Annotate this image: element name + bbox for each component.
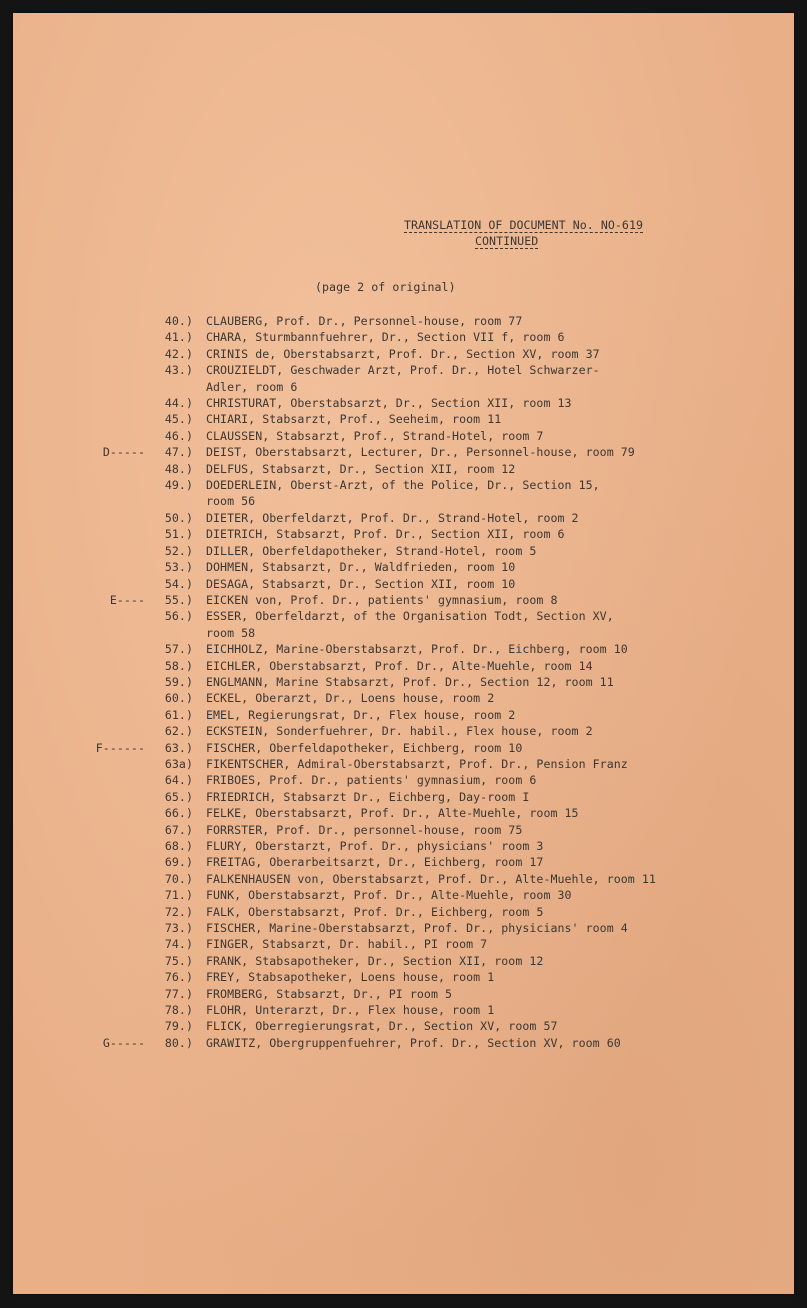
entry-line: DEIST, Oberstabsarzt, Lecturer, Dr., Personnel-house, room 79: [206, 445, 635, 460]
entry-line: DOEDERLEIN, Oberst-Arzt, of the Police, Dr., Section 15,: [206, 478, 600, 493]
letter-marker: [83, 658, 145, 674]
list-item: [83, 805, 783, 821]
entry-number: 46.): [164, 428, 193, 443]
entry-text: [206, 362, 600, 395]
entry-number: 55.): [164, 592, 193, 607]
spacer: [193, 526, 206, 542]
entry-line: DOHMEN, Stabsarzt, Dr., Waldfrieden, room 10: [206, 560, 516, 575]
spacer: [193, 854, 206, 870]
entry-text: [206, 346, 600, 362]
letter-marker: [83, 526, 145, 542]
letter-marker: [83, 887, 145, 903]
entry-line: FLOHR, Unterarzt, Dr., Flex house, room 1: [206, 1003, 495, 1018]
list-item: [83, 592, 783, 608]
entry-text: [206, 1035, 621, 1051]
spacer: [193, 362, 206, 395]
letter-marker: [83, 854, 145, 870]
spacer: [193, 313, 206, 329]
list-item: [83, 346, 783, 362]
list-item: [83, 1002, 783, 1018]
letter-marker: [83, 510, 145, 526]
entry-number: 51.): [164, 527, 193, 542]
entry-text: [206, 444, 635, 460]
entry-text: [206, 740, 522, 756]
entry-text: [206, 543, 536, 559]
entry-text: [206, 674, 614, 690]
letter-marker: [83, 936, 145, 952]
heading-title: TRANSLATION OF DOCUMENT No. NO-619: [404, 218, 644, 232]
entry-number: 43.): [164, 363, 193, 378]
entry-text: [206, 936, 487, 952]
entry-line: CRINIS de, Oberstabsarzt, Prof. Dr., Section XV, room 37: [206, 346, 600, 361]
entry-number: 47.): [164, 445, 193, 460]
entry-line: ECKEL, Oberarzt, Dr., Loens house, room 2: [206, 691, 495, 706]
letter-marker: D-----: [102, 445, 145, 460]
list-item: [83, 969, 783, 985]
document-heading: [404, 217, 704, 249]
list-item: [83, 1018, 783, 1034]
entry-line: ESSER, Oberfeldarzt, of the Organisation Todt, Section XV,: [206, 609, 614, 624]
entry-number: 80.): [164, 1035, 193, 1050]
list-item: [83, 313, 783, 329]
entry-number: 45.): [164, 412, 193, 427]
list-item: [83, 526, 783, 542]
list-item: [83, 871, 783, 887]
spacer: [193, 329, 206, 345]
entry-line: FRANK, Stabsapotheker, Dr., Section XII, room 12: [206, 953, 544, 968]
spacer: [193, 444, 206, 460]
entry-text: [206, 822, 522, 838]
letter-marker: [83, 411, 145, 427]
entry-text: [206, 576, 515, 592]
entry-number: 78.): [164, 1003, 193, 1018]
entry-text: [206, 887, 572, 903]
entry-number: 75.): [164, 953, 193, 968]
list-item: [83, 772, 783, 788]
entry-number: 64.): [164, 773, 193, 788]
entry-line: FLICK, Oberregierungsrat, Dr., Section XV, room 57: [206, 1019, 558, 1034]
entry-text: [206, 329, 565, 345]
list-item: [83, 838, 783, 854]
entry-number: 73.): [164, 921, 193, 936]
spacer: [193, 969, 206, 985]
list-item: [83, 707, 783, 723]
entry-text: [206, 772, 536, 788]
letter-marker: [83, 428, 145, 444]
list-item: [83, 723, 783, 739]
entry-number: 69.): [164, 855, 193, 870]
entry-number: 76.): [164, 970, 193, 985]
entry-line: GRAWITZ, Obergruppenfuehrer, Prof. Dr., Section XV, room 60: [206, 1035, 621, 1050]
spacer: [193, 608, 206, 641]
list-item: [83, 822, 783, 838]
entry-text: [206, 395, 572, 411]
letter-marker: [83, 707, 145, 723]
entry-text: [206, 723, 593, 739]
page-note: (page 2 of original): [315, 280, 456, 294]
list-item: [83, 674, 783, 690]
entry-text: [206, 1002, 494, 1018]
entry-line: CLAUBERG, Prof. Dr., Personnel-house, room 77: [206, 314, 523, 328]
entry-line: FELKE, Oberstabsarzt, Prof. Dr., Alte-Muehle, room 15: [206, 806, 579, 821]
entry-line: CHRISTURAT, Oberstabsarzt, Dr., Section XII, room 13: [206, 396, 572, 411]
entry-number: 72.): [164, 904, 193, 919]
list-item: [83, 986, 783, 1002]
letter-marker: [83, 576, 145, 592]
spacer: [193, 543, 206, 559]
spacer: [193, 411, 206, 427]
letter-marker: [83, 920, 145, 936]
spacer: [193, 690, 206, 706]
entry-text: [206, 658, 593, 674]
letter-marker: [83, 953, 145, 969]
list-item: [83, 461, 783, 477]
entry-line: Adler, room 6: [206, 379, 298, 394]
letter-marker: [83, 904, 145, 920]
letter-marker: [83, 690, 145, 706]
entry-line: FRIBOES, Prof. Dr., patients' gymnasium, room 6: [206, 773, 537, 788]
entry-line: EICHLER, Oberstabsarzt, Prof. Dr., Alte-Muehle, room 14: [206, 658, 593, 673]
letter-marker: [83, 329, 145, 345]
entry-line: FORRSTER, Prof. Dr., personnel-house, room 75: [206, 822, 523, 837]
entry-text: [206, 477, 600, 510]
list-item: [83, 1035, 783, 1051]
spacer: [193, 822, 206, 838]
entry-text: [206, 805, 579, 821]
spacer: [193, 805, 206, 821]
entry-number: 40.): [164, 314, 193, 328]
entry-text: [206, 789, 529, 805]
entry-line: FUNK, Oberstabsarzt, Prof. Dr., Alte-Muehle, room 30: [206, 888, 572, 903]
entry-text: [206, 641, 628, 657]
entry-number: 66.): [164, 806, 193, 821]
entry-line: EICHHOLZ, Marine-Oberstabsarzt, Prof. Dr., Eichberg, room 10: [206, 642, 628, 657]
spacer: [193, 674, 206, 690]
entry-number: 52.): [164, 543, 193, 558]
entry-number: 63.): [164, 740, 193, 755]
spacer: [193, 986, 206, 1002]
letter-marker: [83, 723, 145, 739]
list-item: [83, 953, 783, 969]
list-item: [83, 428, 783, 444]
spacer: [193, 658, 206, 674]
list-item: [83, 395, 783, 411]
entry-text: [206, 871, 656, 887]
spacer: [193, 838, 206, 854]
entry-number: 67.): [164, 822, 193, 837]
entry-line: FISCHER, Oberfeldapotheker, Eichberg, room 10: [206, 740, 523, 755]
spacer: [193, 641, 206, 657]
entry-number: 77.): [164, 986, 193, 1001]
list-item: [83, 641, 783, 657]
letter-marker: [83, 871, 145, 887]
letter-marker: [83, 822, 145, 838]
entry-line: FREITAG, Oberarbeitsarzt, Dr., Eichberg, room 17: [206, 855, 544, 870]
list-item: [83, 756, 783, 772]
list-item: [83, 444, 783, 460]
list-item: [83, 854, 783, 870]
entry-text: [206, 920, 628, 936]
spacer: [193, 346, 206, 362]
entry-line: EMEL, Regierungsrat, Dr., Flex house, room 2: [206, 707, 516, 722]
letter-marker: [83, 772, 145, 788]
entry-number: 50.): [164, 510, 193, 525]
spacer: [193, 740, 206, 756]
letter-marker: [83, 674, 145, 690]
list-item: [83, 362, 783, 395]
entry-number: 41.): [164, 330, 193, 345]
entry-line: FRIEDRICH, Stabsarzt Dr., Eichberg, Day-room I: [206, 789, 530, 804]
entry-line: ECKSTEIN, Sonderfuehrer, Dr. habil., Flex house, room 2: [206, 724, 593, 739]
entry-number: 68.): [164, 839, 193, 853]
spacer: [193, 871, 206, 887]
entry-line: room 56: [206, 494, 256, 509]
spacer: [193, 772, 206, 788]
list-item: [83, 329, 783, 345]
entry-line: DILLER, Oberfeldapotheker, Strand-Hotel, room 5: [206, 543, 537, 558]
entry-number: 56.): [164, 609, 193, 624]
heading-line-2: [475, 234, 704, 249]
entry-number: 48.): [164, 461, 193, 476]
entry-text: [206, 690, 494, 706]
letter-marker: [83, 969, 145, 985]
list-item: [83, 740, 783, 756]
entry-number: 44.): [164, 396, 193, 411]
entry-line: FREY, Stabsapotheker, Loens house, room 1: [206, 970, 495, 985]
entry-text: [206, 953, 543, 969]
entry-number: 59.): [164, 674, 193, 689]
spacer: [193, 576, 206, 592]
spacer: [193, 428, 206, 444]
letter-marker: [83, 805, 145, 821]
entry-text: [206, 510, 579, 526]
entry-line: CROUZIELDT, Geschwader Arzt, Prof. Dr., Hotel Schwarzer-: [206, 363, 600, 378]
spacer: [193, 936, 206, 952]
spacer: [193, 707, 206, 723]
spacer: [193, 1018, 206, 1034]
letter-marker: [83, 789, 145, 805]
spacer: [193, 1002, 206, 1018]
spacer: [193, 904, 206, 920]
entry-text: [206, 313, 522, 329]
letter-marker: [83, 362, 145, 395]
entry-line: DIETRICH, Stabsarzt, Prof. Dr., Section XII, room 6: [206, 527, 565, 542]
spacer: [193, 510, 206, 526]
entry-list: [83, 313, 783, 1051]
letter-marker: [83, 986, 145, 1002]
entry-number: 74.): [164, 937, 193, 952]
heading-line-1: [404, 217, 704, 234]
entry-line: CLAUSSEN, Stabsarzt, Prof., Strand-Hotel, room 7: [206, 428, 544, 443]
list-item: [83, 920, 783, 936]
entry-text: [206, 461, 515, 477]
list-item: [83, 904, 783, 920]
entry-line: FALK, Oberstabsarzt, Prof. Dr., Eichberg, room 5: [206, 904, 544, 919]
spacer: [193, 461, 206, 477]
letter-marker: E----: [109, 592, 145, 607]
entry-line: EICKEN von, Prof. Dr., patients' gymnasium, room 8: [206, 592, 558, 607]
entry-number: 62.): [164, 724, 193, 739]
letter-marker: [83, 543, 145, 559]
letter-marker: [83, 313, 145, 329]
list-item: [83, 576, 783, 592]
list-item: [83, 887, 783, 903]
letter-marker: [83, 756, 145, 772]
entry-text: [206, 986, 452, 1002]
letter-marker: [83, 395, 145, 411]
letter-marker: [83, 477, 145, 510]
spacer: [193, 953, 206, 969]
entry-line: room 58: [206, 625, 256, 640]
list-item: [83, 690, 783, 706]
entry-line: FISCHER, Marine-Oberstabsarzt, Prof. Dr., physicians' room 4: [206, 921, 628, 936]
letter-marker: [83, 838, 145, 854]
entry-text: [206, 592, 558, 608]
letter-marker: G-----: [102, 1035, 145, 1050]
entry-number: 58.): [164, 658, 193, 673]
entry-text: [206, 428, 543, 444]
entry-line: FROMBERG, Stabsarzt, Dr., PI room 5: [206, 986, 453, 1001]
entry-text: [206, 559, 515, 575]
list-item: [83, 411, 783, 427]
entry-number: 71.): [164, 888, 193, 903]
entry-number: 53.): [164, 560, 193, 575]
entry-number: 65.): [164, 789, 193, 804]
entry-number: 79.): [164, 1019, 193, 1034]
spacer: [193, 887, 206, 903]
entry-text: [206, 411, 501, 427]
entry-text: [206, 707, 515, 723]
list-item: [83, 658, 783, 674]
spacer: [193, 592, 206, 608]
spacer: [193, 395, 206, 411]
letter-marker: [83, 461, 145, 477]
entry-number: 63a): [164, 756, 193, 771]
letter-marker: [83, 641, 145, 657]
entry-line: FALKENHAUSEN von, Oberstabsarzt, Prof. Dr., Alte-Muehle, room 11: [206, 871, 656, 886]
spacer: [193, 756, 206, 772]
spacer: [193, 1035, 206, 1051]
entry-text: [206, 608, 614, 641]
entry-number: 49.): [164, 478, 193, 493]
list-item: [83, 608, 783, 641]
list-item: [83, 559, 783, 575]
spacer: [193, 789, 206, 805]
entry-line: ENGLMANN, Marine Stabsarzt, Prof. Dr., Section 12, room 11: [206, 674, 614, 689]
entry-line: DESAGA, Stabsarzt, Dr., Section XII, room 10: [206, 576, 516, 591]
list-item: [83, 936, 783, 952]
spacer: [193, 559, 206, 575]
entry-line: DIETER, Oberfeldarzt, Prof. Dr., Strand-Hotel, room 2: [206, 510, 579, 525]
list-item: [83, 789, 783, 805]
entry-text: [206, 756, 628, 772]
entry-line: FIKENTSCHER, Admiral-Oberstabsarzt, Prof. Dr., Pension Franz: [206, 756, 628, 771]
entry-line: FLURY, Oberstarzt, Prof. Dr., physicians' room 3: [206, 839, 544, 853]
entry-number: 42.): [164, 346, 193, 361]
entry-number: 57.): [164, 642, 193, 657]
letter-marker: [83, 1018, 145, 1034]
document-page: [13, 13, 794, 1294]
entry-number: 54.): [164, 576, 193, 591]
list-item: [83, 543, 783, 559]
entry-text: [206, 838, 543, 854]
letter-marker: F------: [95, 740, 145, 755]
letter-marker: [83, 559, 145, 575]
entry-text: [206, 1018, 558, 1034]
entry-line: FINGER, Stabsarzt, Dr. habil., PI room 7: [206, 937, 488, 952]
entry-number: 60.): [164, 691, 193, 706]
list-item: [83, 477, 783, 510]
entry-line: DELFUS, Stabsarzt, Dr., Section XII, room 12: [206, 461, 516, 476]
entry-text: [206, 526, 565, 542]
heading-continued: CONTINUED: [475, 234, 539, 248]
spacer: [193, 477, 206, 510]
spacer: [193, 920, 206, 936]
spacer: [193, 723, 206, 739]
entry-number: 70.): [164, 871, 193, 886]
entry-number: 61.): [164, 707, 193, 722]
entry-text: [206, 969, 494, 985]
letter-marker: [83, 608, 145, 641]
entry-text: [206, 904, 543, 920]
letter-marker: [83, 1002, 145, 1018]
entry-text: [206, 854, 543, 870]
entry-line: CHIARI, Stabsarzt, Prof., Seeheim, room 11: [206, 412, 502, 427]
letter-marker: [83, 346, 145, 362]
list-item: [83, 510, 783, 526]
entry-line: CHARA, Sturmbannfuehrer, Dr., Section VII f, room 6: [206, 330, 565, 345]
